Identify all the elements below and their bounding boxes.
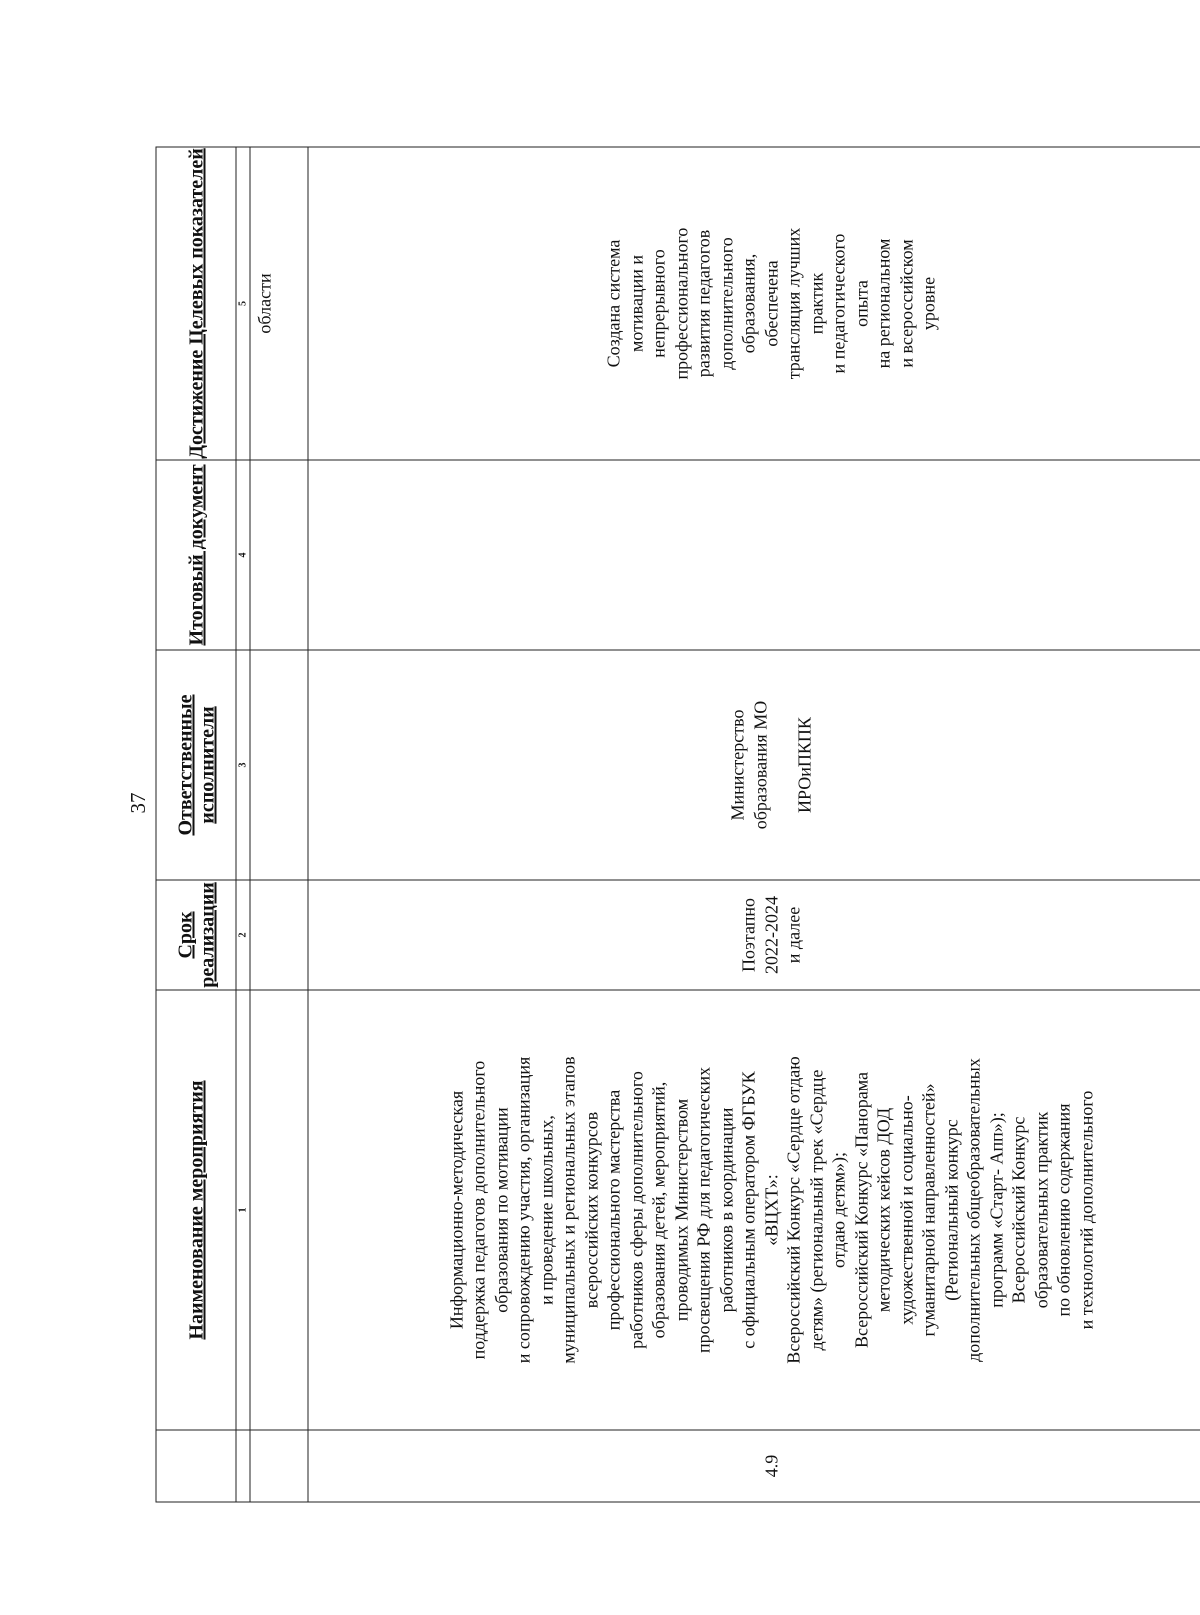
row-number: 4.9	[308, 1430, 1200, 1502]
column-number: 3	[236, 650, 250, 880]
header-number	[156, 1430, 236, 1502]
continuation-cell	[250, 880, 308, 990]
activity-name: Информационно-методическая поддержка педагогов дополнительного образования по мотивации и сопровождению участия, организация и проведение школьных, муниципальных и региональных этапов всероссийских конкурсов профессионального мастерства работников сферы дополнительного образования детей, мероприятий, проводимых Министерством просвещения РФ для педагогических работников в координации с официальным оператором ФГБУК «ВЦХТ»: Всероссийский Конкурс «Сердце отдаю детям» (региональный трек «Сердце отдаю детям»); Всероссийский Конкурс «Панорама методических кейсов ДОД художественной и социально- гуманитарной направленностей» (Региональный конкурс дополнительных общеобразовательных программ «Старт- Апп»); Всероссийский Конкурс образовательных практик по обновлению содержания и технологий дополнительного	[308, 990, 1200, 1430]
responsible-executors: Министерство образования МО ИРОиПКПК	[308, 650, 1200, 880]
continuation-cell	[250, 650, 308, 880]
continuation-cell	[250, 990, 308, 1430]
continuation-result-text: области	[250, 147, 308, 460]
column-number: 5	[236, 147, 250, 460]
header-term: Срок реализации	[156, 880, 236, 990]
target-indicators-result: Создана система мотивации и непрерывного профессионального развития педагогов дополнительного образования, обеспечена трансляция лучших практик и педагогического опыта на региональном и всероссийском уровне	[308, 147, 1200, 460]
continuation-row	[250, 147, 308, 1502]
continuation-cell	[250, 1430, 308, 1502]
column-number: 2	[236, 880, 250, 990]
header-activity-name: Наименование мероприятия	[156, 990, 236, 1430]
rotated-table-page	[156, 148, 1200, 1503]
column-number-blank	[236, 1430, 250, 1502]
column-number: 1	[236, 990, 250, 1430]
header-final-document: Итоговый документ	[156, 460, 236, 650]
header-responsible: Ответственные исполнители	[156, 650, 236, 880]
column-numbers-row	[236, 147, 250, 1502]
activities-table	[156, 147, 1200, 1503]
table-header-row	[156, 147, 236, 1502]
implementation-term: Поэтапно 2022-2024 и далее	[308, 880, 1200, 990]
column-number: 4	[236, 460, 250, 650]
continuation-cell	[250, 460, 308, 650]
page-number: 37	[126, 792, 150, 814]
final-document	[308, 460, 1200, 650]
table-row	[308, 147, 1200, 1502]
header-target-indicators: Достижение Целевых показателей	[156, 147, 236, 460]
